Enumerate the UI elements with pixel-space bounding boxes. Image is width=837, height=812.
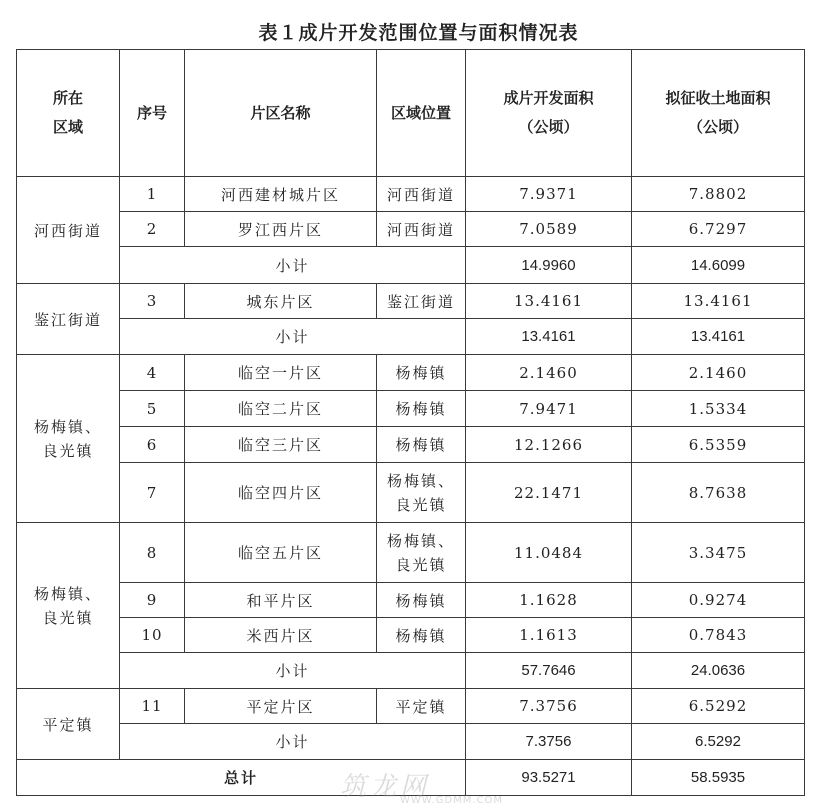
subtotal-label: 小计 (120, 653, 466, 689)
dev-area-cell: 7.9471 (466, 391, 632, 427)
total-label: 总计 (17, 760, 466, 796)
region-cell: 杨梅镇、 良光镇 (17, 355, 120, 523)
land-area-cell: 3.3475 (632, 523, 805, 583)
dev-area-cell: 13.4161 (466, 284, 632, 319)
dev-area-cell: 7.9371 (466, 177, 632, 212)
location-cell: 杨梅镇、 良光镇 (377, 463, 466, 523)
location-cell: 杨梅镇 (377, 355, 466, 391)
seq-cell: 2 (120, 212, 185, 247)
subtotal-label: 小计 (120, 247, 466, 284)
name-cell: 城东片区 (185, 284, 377, 319)
table-row (17, 355, 805, 391)
location-cell: 平定镇 (377, 689, 466, 724)
name-cell: 河西建材城片区 (185, 177, 377, 212)
table-row (17, 177, 805, 212)
subtotal-row (17, 247, 805, 284)
subtotal-dev-area: 57.7646 (466, 653, 632, 689)
subtotal-row (17, 653, 805, 689)
location-cell: 杨梅镇 (377, 618, 466, 653)
dev-area-cell: 1.1628 (466, 583, 632, 618)
table-row (17, 583, 805, 618)
table-header-row (17, 50, 805, 177)
seq-cell: 10 (120, 618, 185, 653)
name-cell: 平定片区 (185, 689, 377, 724)
watermark-url: WWW.GDMM.COM (400, 795, 504, 806)
name-cell: 临空三片区 (185, 427, 377, 463)
dev-area-cell: 7.0589 (466, 212, 632, 247)
region-cell: 河西街道 (17, 177, 120, 284)
header-location: 区域位置 (377, 50, 466, 177)
table-row (17, 689, 805, 724)
location-cell: 杨梅镇 (377, 427, 466, 463)
land-area-cell: 0.7843 (632, 618, 805, 653)
header-land-area: 拟征收土地面积 （公顷） (632, 50, 805, 177)
subtotal-dev-area: 14.9960 (466, 247, 632, 284)
table-row (17, 212, 805, 247)
subtotal-land-area: 13.4161 (632, 319, 805, 355)
land-area-cell: 1.5334 (632, 391, 805, 427)
region-cell: 鉴江街道 (17, 284, 120, 355)
land-area-cell: 8.7638 (632, 463, 805, 523)
table-row (17, 391, 805, 427)
header-name: 片区名称 (185, 50, 377, 177)
subtotal-land-area: 14.6099 (632, 247, 805, 284)
total-dev-area: 93.5271 (466, 760, 632, 796)
dev-area-cell: 12.1266 (466, 427, 632, 463)
location-cell: 河西街道 (377, 212, 466, 247)
land-area-cell: 2.1460 (632, 355, 805, 391)
dev-area-cell: 22.1471 (466, 463, 632, 523)
subtotal-dev-area: 13.4161 (466, 319, 632, 355)
land-area-cell: 6.5292 (632, 689, 805, 724)
name-cell: 米西片区 (185, 618, 377, 653)
site-watermark (330, 766, 530, 810)
name-cell: 罗江西片区 (185, 212, 377, 247)
name-cell: 临空一片区 (185, 355, 377, 391)
subtotal-label: 小计 (120, 319, 466, 355)
name-cell: 临空四片区 (185, 463, 377, 523)
seq-cell: 4 (120, 355, 185, 391)
subtotal-label: 小计 (120, 724, 466, 760)
region-cell: 杨梅镇、 良光镇 (17, 523, 120, 689)
table-row (17, 618, 805, 653)
subtotal-row (17, 319, 805, 355)
seq-cell: 9 (120, 583, 185, 618)
table-row (17, 523, 805, 583)
dev-area-cell: 11.0484 (466, 523, 632, 583)
subtotal-dev-area: 7.3756 (466, 724, 632, 760)
subtotal-land-area: 24.0636 (632, 653, 805, 689)
name-cell: 和平片区 (185, 583, 377, 618)
name-cell: 临空五片区 (185, 523, 377, 583)
seq-cell: 7 (120, 463, 185, 523)
watermark-logo-text: 筑龙网 (340, 772, 431, 802)
seq-cell: 3 (120, 284, 185, 319)
area-table (16, 49, 805, 796)
subtotal-land-area: 6.5292 (632, 724, 805, 760)
land-area-cell: 0.9274 (632, 583, 805, 618)
dev-area-cell: 7.3756 (466, 689, 632, 724)
dev-area-cell: 2.1460 (466, 355, 632, 391)
seq-cell: 1 (120, 177, 185, 212)
land-area-cell: 6.7297 (632, 212, 805, 247)
table-row (17, 463, 805, 523)
seq-cell: 6 (120, 427, 185, 463)
table-row (17, 284, 805, 319)
header-region: 所在 区域 (17, 50, 120, 177)
land-area-cell: 13.4161 (632, 284, 805, 319)
seq-cell: 8 (120, 523, 185, 583)
location-cell: 杨梅镇、 良光镇 (377, 523, 466, 583)
location-cell: 杨梅镇 (377, 391, 466, 427)
location-cell: 鉴江街道 (377, 284, 466, 319)
table-row (17, 427, 805, 463)
total-land-area: 58.5935 (632, 760, 805, 796)
dev-area-cell: 1.1613 (466, 618, 632, 653)
header-dev-area: 成片开发面积 （公顷） (466, 50, 632, 177)
name-cell: 临空二片区 (185, 391, 377, 427)
header-seq: 序号 (120, 50, 185, 177)
table-title: 表１成片开发范围位置与面积情况表 (258, 22, 579, 44)
seq-cell: 5 (120, 391, 185, 427)
seq-cell: 11 (120, 689, 185, 724)
location-cell: 河西街道 (377, 177, 466, 212)
region-cell: 平定镇 (17, 689, 120, 760)
subtotal-row (17, 724, 805, 760)
land-area-cell: 7.8802 (632, 177, 805, 212)
location-cell: 杨梅镇 (377, 583, 466, 618)
land-area-cell: 6.5359 (632, 427, 805, 463)
